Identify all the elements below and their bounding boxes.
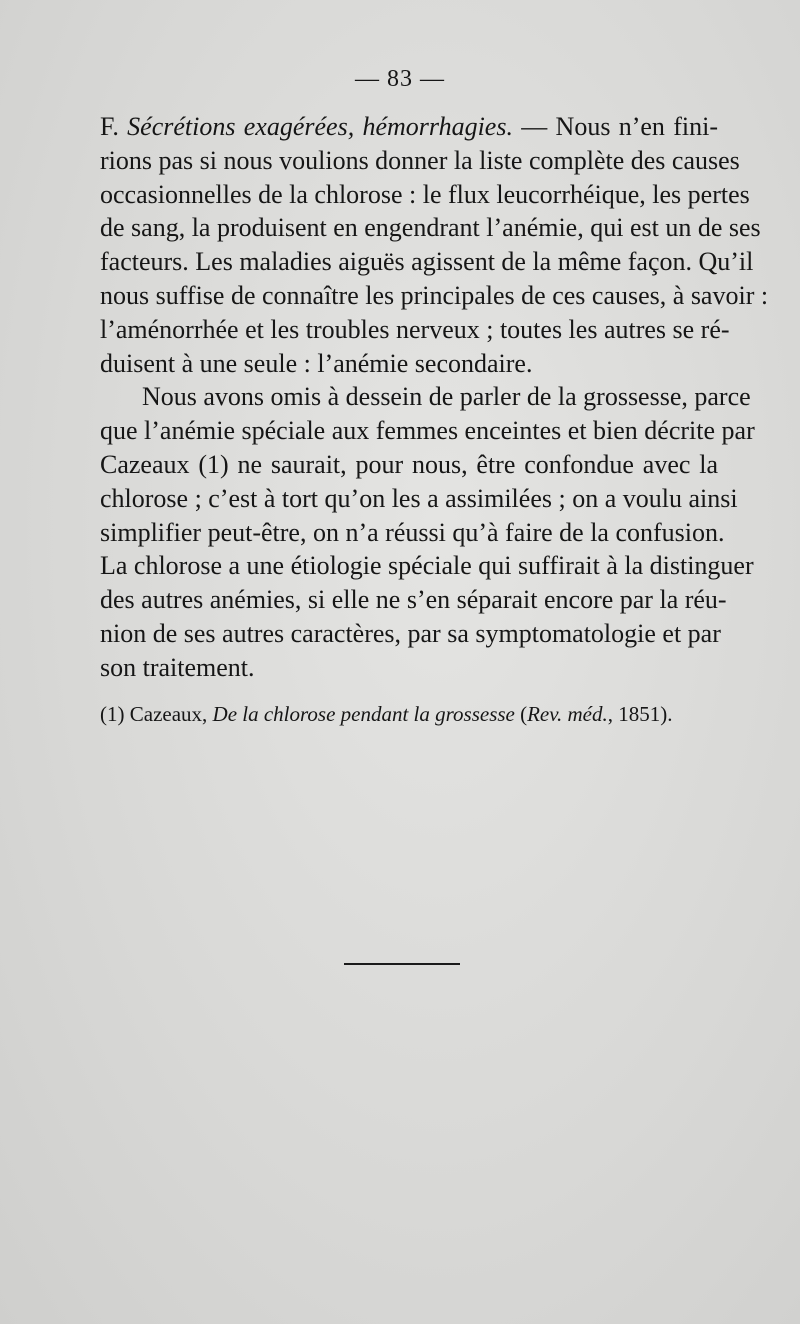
text-run: — Nous n’en fini- [512,112,718,141]
text-line: de sang, la produisent en engendrant l’anémie, qui est un de ses [100,213,761,243]
text-line: nion de ses autres caractères, par sa symptomatologie et par [100,618,721,648]
footnote-journal: Rev. méd. [527,702,608,726]
text-line: duisent à une seule : l’anémie secondaire. [100,348,533,378]
page-number: — 83 — [355,66,445,92]
text-line: l’aménorrhée et les troubles nerveux ; toutes les autres se ré- [100,314,730,344]
text-line [100,110,718,144]
text-line: son traitement. [100,652,255,682]
section-title: Sécrétions exagérées, hémorrhagies. [127,112,513,141]
section-letter: F. [100,112,128,141]
footnote [100,702,720,727]
footnote-text: , 1851). [607,702,673,726]
text-line: La chlorose a une étiologie spéciale qui suffirait à la distinguer [100,551,754,581]
text-line: Nous avons omis à dessein de parler de la grossesse, parce [142,382,751,412]
footnote-title: De la chlorose pendant la grossesse [212,702,515,726]
text-line: que l’anémie spéciale aux femmes enceintes et bien décrite par [100,416,755,446]
text-line: chlorose ; c’est à tort qu’on les a assimilées ; on a voulu ainsi [100,483,738,513]
text-line: simplifier peut-être, on n’a réussi qu’à faire de la confusion. [100,517,725,547]
text-line: des autres anémies, si elle ne s’en séparait encore par la réu- [100,585,727,615]
footnote-text: ( [514,702,528,726]
text-line: facteurs. Les maladies aiguës agissent de la même façon. Qu’il [100,247,754,277]
text-line: Cazeaux (1) ne saurait, pour nous, être confondue avec la [100,449,718,479]
section-rule [344,963,460,965]
footnote-text: (1) Cazeaux, [100,702,213,726]
text-line: nous suffise de connaître les principales de ces causes, à savoir : [100,280,769,310]
body-text [100,110,769,685]
text-line: rions pas si nous voulions donner la liste complète des causes [100,145,740,175]
text-line: occasionnelles de la chlorose : le flux leucorrhéique, les pertes [100,179,750,209]
